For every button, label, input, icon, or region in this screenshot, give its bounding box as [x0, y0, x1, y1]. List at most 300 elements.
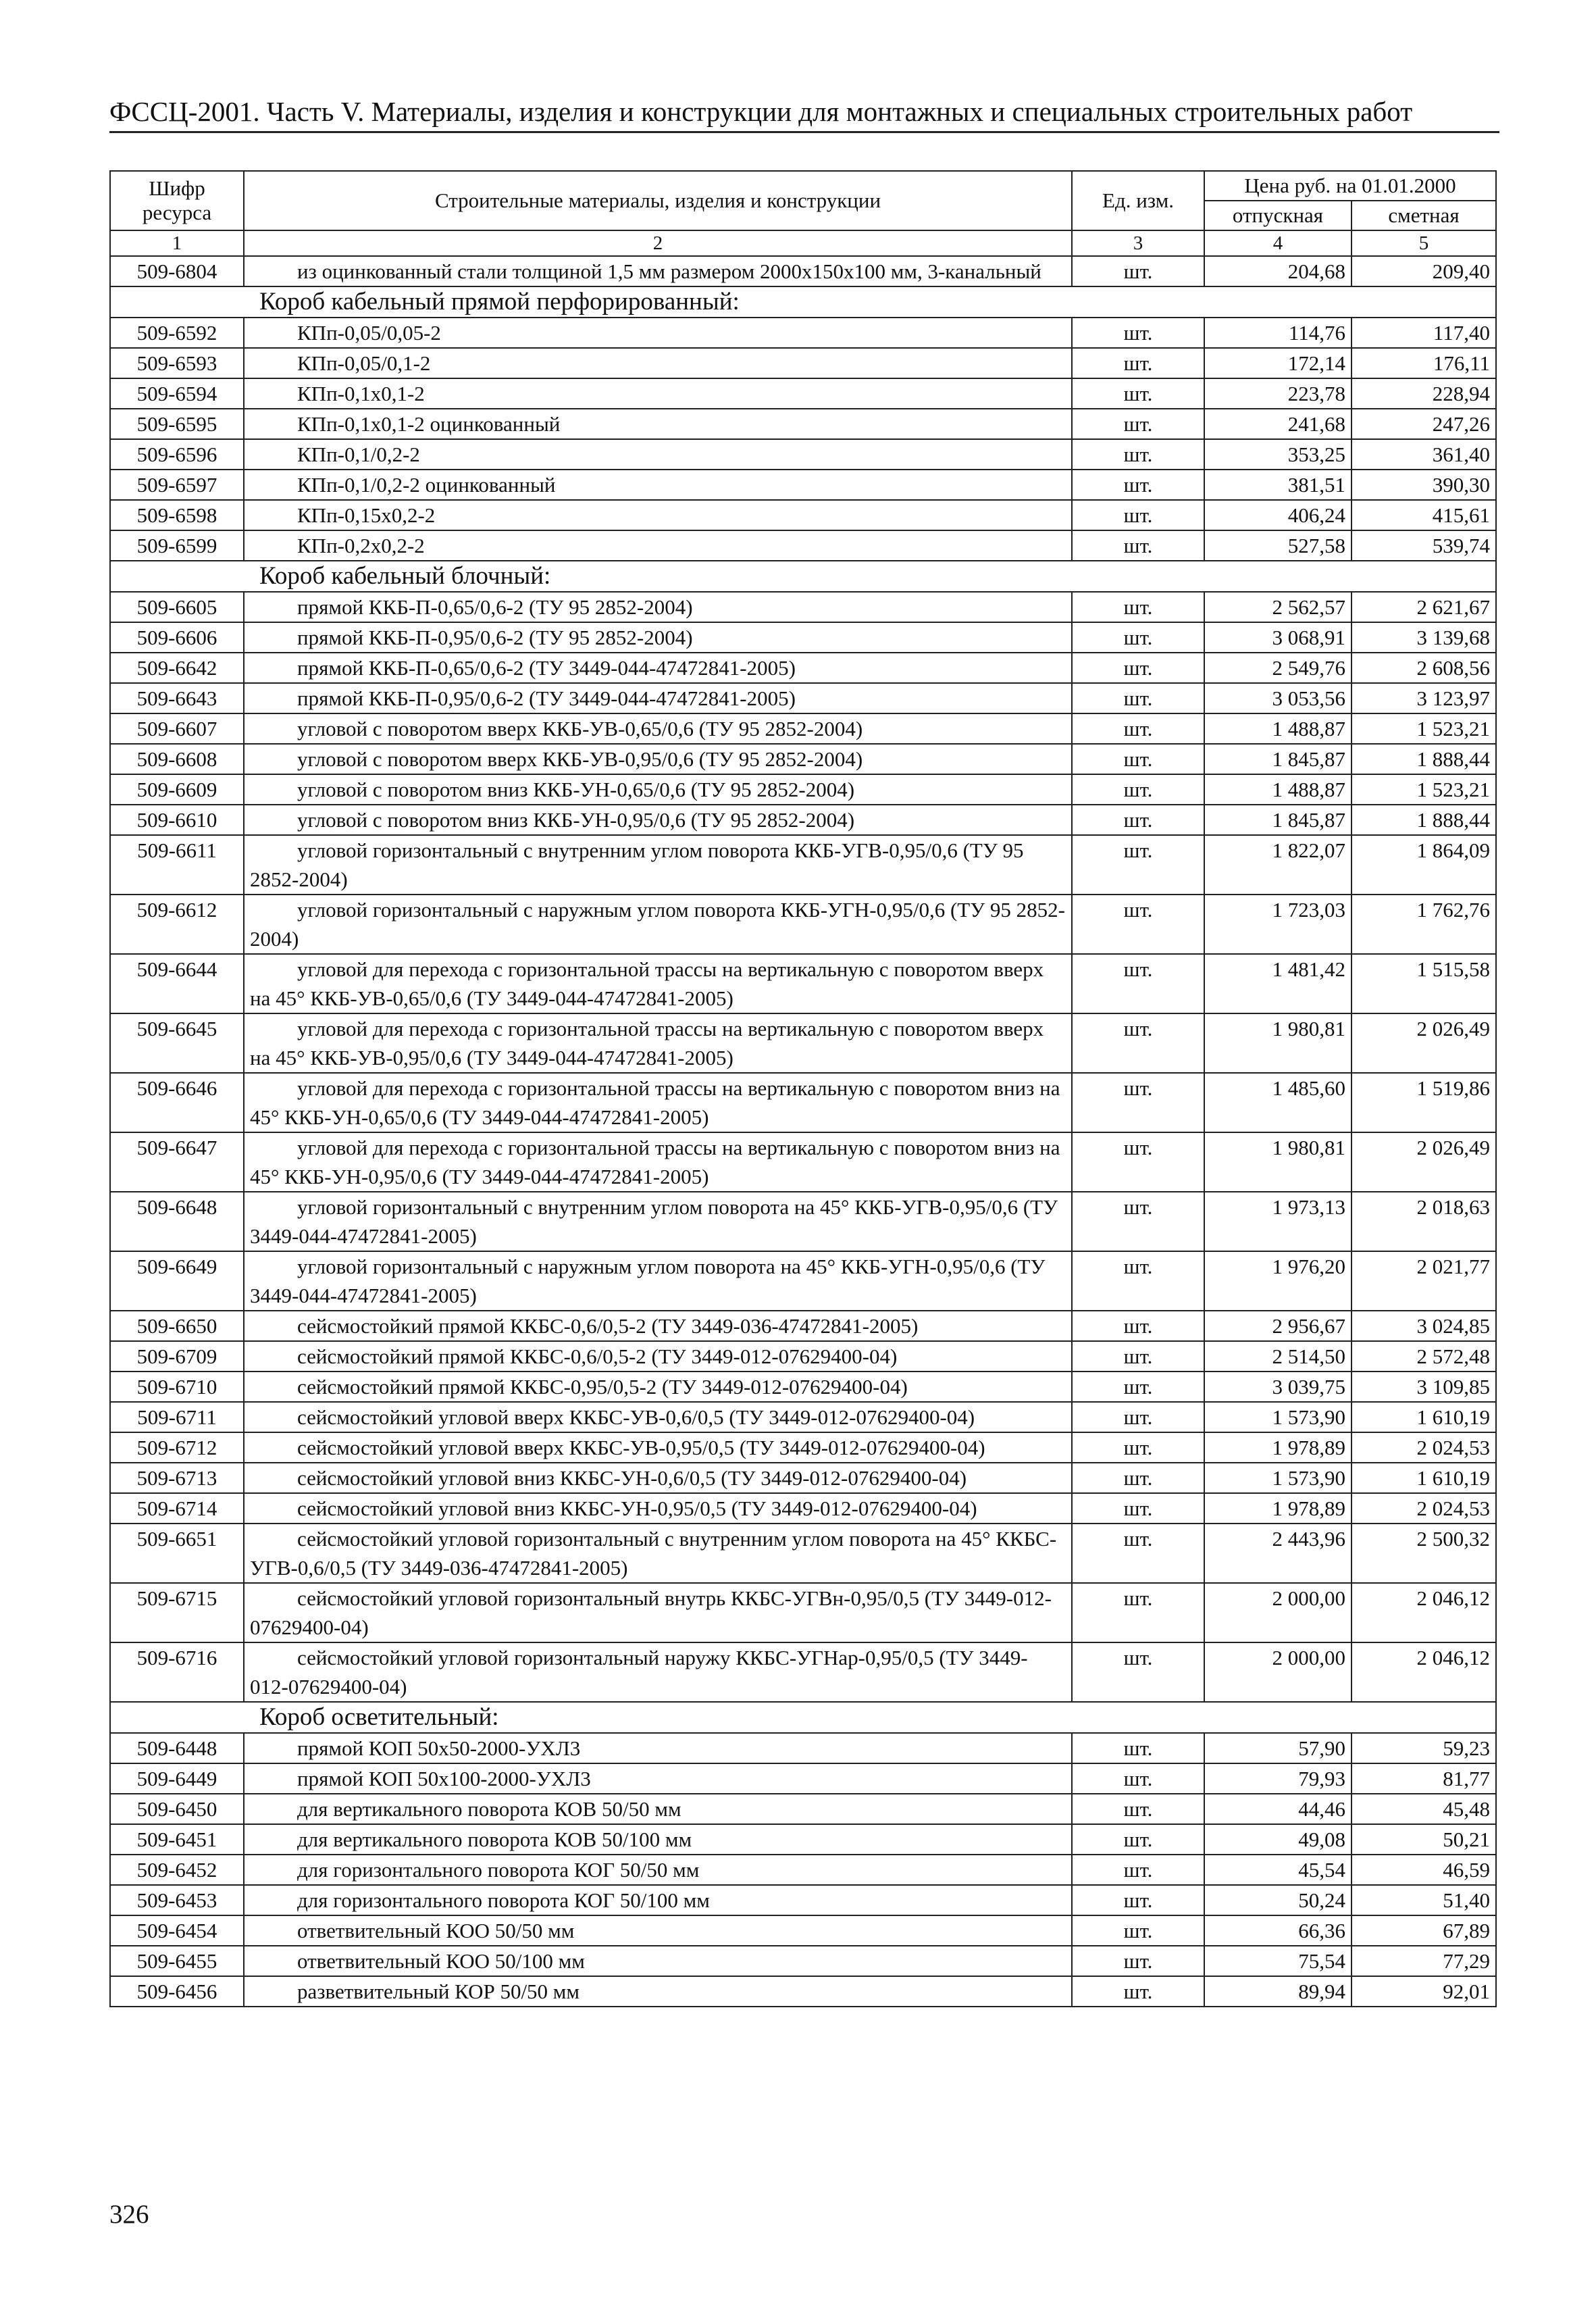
release-price: 527,58: [1204, 530, 1352, 561]
material-name-text: сейсмостойкий угловой вверх ККБС-УВ-0,95/0,5 (ТУ 3449-012-07629400-04): [297, 1436, 985, 1459]
material-name: [244, 348, 1072, 378]
material-name: [244, 1311, 1072, 1341]
estimate-price: 51,40: [1352, 1885, 1496, 1915]
material-name: [244, 1642, 1072, 1702]
unit: шт.: [1072, 622, 1204, 653]
release-price: 79,93: [1204, 1763, 1352, 1794]
table-row: [110, 1013, 1496, 1073]
estimate-price: 390,30: [1352, 470, 1496, 500]
material-name: [244, 1132, 1072, 1192]
release-price: 1 845,87: [1204, 805, 1352, 835]
material-name: [244, 805, 1072, 835]
release-price: 223,78: [1204, 378, 1352, 409]
material-name-text: КПп-0,1/0,2-2 оцинкованный: [297, 473, 556, 497]
resource-code: 509-6448: [110, 1733, 244, 1763]
unit: шт.: [1072, 1251, 1204, 1311]
table-row: [110, 895, 1496, 954]
table-row: [110, 653, 1496, 683]
unit: шт.: [1072, 1192, 1204, 1251]
release-price: 3 039,75: [1204, 1372, 1352, 1402]
header-unit: Ед. изм.: [1072, 171, 1204, 230]
release-price: 2 000,00: [1204, 1583, 1352, 1642]
release-price: 49,08: [1204, 1824, 1352, 1855]
material-name: [244, 1402, 1072, 1432]
resource-code: 509-6607: [110, 713, 244, 744]
material-name-text: из оцинкованный стали толщиной 1,5 мм размером 2000x150x100 мм, 3-канальный: [297, 259, 1041, 283]
release-price: 1 488,87: [1204, 713, 1352, 744]
material-name-text: сейсмостойкий прямой ККБС-0,6/0,5-2 (ТУ 3449-036-47472841-2005): [297, 1314, 919, 1338]
material-name-text: для горизонтального поворота КОГ 50/100 мм: [297, 1888, 710, 1912]
material-name: [244, 1794, 1072, 1824]
material-name: [244, 1372, 1072, 1402]
material-name-text: угловой горизонтальный с внутренним углом поворота ККБ-УГВ-0,95/0,6 (ТУ 95 2852-2004): [250, 838, 1024, 891]
estimate-price: 2 046,12: [1352, 1583, 1496, 1642]
resource-code: 509-6606: [110, 622, 244, 653]
material-name-text: угловой горизонтальный с внутренним углом поворота на 45° ККБ-УГВ-0,95/0,6 (ТУ 3449-044-47472841-2005): [250, 1195, 1058, 1248]
table-row: [110, 1642, 1496, 1702]
material-name: [244, 318, 1072, 348]
material-name-text: угловой с поворотом вниз ККБ-УН-0,95/0,6 (ТУ 95 2852-2004): [297, 808, 855, 832]
material-name: [244, 1763, 1072, 1794]
release-price: 2 514,50: [1204, 1341, 1352, 1372]
header-price: Цена руб. на 01.01.2000: [1204, 171, 1496, 201]
resource-code: 509-6645: [110, 1013, 244, 1073]
unit: шт.: [1072, 1311, 1204, 1341]
price-table: [109, 170, 1497, 2007]
estimate-price: 59,23: [1352, 1733, 1496, 1763]
unit: шт.: [1072, 713, 1204, 744]
table-row: [110, 954, 1496, 1013]
unit: шт.: [1072, 744, 1204, 774]
unit: шт.: [1072, 1885, 1204, 1915]
table-row: [110, 774, 1496, 805]
material-name: [244, 1885, 1072, 1915]
table-row: [110, 1733, 1496, 1763]
unit: шт.: [1072, 318, 1204, 348]
material-name-text: сейсмостойкий угловой вниз ККБС-УН-0,95/0,5 (ТУ 3449-012-07629400-04): [297, 1496, 977, 1520]
estimate-price: 2 026,49: [1352, 1132, 1496, 1192]
table-row: [110, 1132, 1496, 1192]
resource-code: 509-6804: [110, 256, 244, 286]
resource-code: 509-6715: [110, 1583, 244, 1642]
resource-code: 509-6595: [110, 409, 244, 439]
material-name-text: сейсмостойкий угловой горизонтальный внутрь ККБС-УГВн-0,95/0,5 (ТУ 3449-012-07629400-04): [250, 1586, 1052, 1639]
estimate-price: 1 523,21: [1352, 713, 1496, 744]
material-name-text: сейсмостойкий угловой горизонтальный наружу ККБС-УГНар-0,95/0,5 (ТУ 3449-012-07629400-04): [250, 1646, 1028, 1699]
estimate-price: 2 500,32: [1352, 1524, 1496, 1583]
resource-code: 509-6647: [110, 1132, 244, 1192]
group-heading: Короб осветительный:: [110, 1702, 1496, 1733]
release-price: 2 000,00: [1204, 1642, 1352, 1702]
estimate-price: 77,29: [1352, 1946, 1496, 1976]
material-name-text: угловой с поворотом вверх ККБ-УВ-0,95/0,6 (ТУ 95 2852-2004): [297, 747, 863, 771]
material-name-text: прямой КОП 50x50-2000-УХЛ3: [297, 1736, 581, 1760]
resource-code: 509-6594: [110, 378, 244, 409]
material-name: [244, 470, 1072, 500]
unit: шт.: [1072, 1132, 1204, 1192]
material-name-text: ответвительный КОО 50/50 мм: [297, 1919, 575, 1942]
estimate-price: 2 046,12: [1352, 1642, 1496, 1702]
material-name-text: угловой для перехода с горизонтальной трассы на вертикальную с поворотом вниз на 45° ККБ-УН-0,65/0,6 (ТУ 3449-044-47472841-2005): [250, 1076, 1060, 1129]
unit: шт.: [1072, 1946, 1204, 1976]
material-name: [244, 439, 1072, 470]
estimate-price: 1 888,44: [1352, 805, 1496, 835]
unit: шт.: [1072, 1855, 1204, 1885]
material-name-text: угловой с поворотом вниз ККБ-УН-0,65/0,6 (ТУ 95 2852-2004): [297, 778, 855, 801]
material-name: [244, 1073, 1072, 1132]
resource-code: 509-6712: [110, 1432, 244, 1463]
unit: шт.: [1072, 1013, 1204, 1073]
page-header: ФССЦ-2001. Часть V. Материалы, изделия и конструкции для монтажных и специальных строительных работ: [109, 95, 1499, 133]
estimate-price: 361,40: [1352, 439, 1496, 470]
release-price: 1 485,60: [1204, 1073, 1352, 1132]
table-row: [110, 348, 1496, 378]
unit: шт.: [1072, 378, 1204, 409]
estimate-price: 1 610,19: [1352, 1463, 1496, 1493]
unit: шт.: [1072, 1432, 1204, 1463]
estimate-price: 2 572,48: [1352, 1341, 1496, 1372]
release-price: 89,94: [1204, 1976, 1352, 2007]
release-price: 50,24: [1204, 1885, 1352, 1915]
table-row: [110, 713, 1496, 744]
estimate-price: 2 024,53: [1352, 1493, 1496, 1524]
release-price: 45,54: [1204, 1855, 1352, 1885]
resource-code: 509-6608: [110, 744, 244, 774]
table-row: [110, 1583, 1496, 1642]
material-name-text: для вертикального поворота КОВ 50/50 мм: [297, 1797, 681, 1821]
material-name: [244, 1946, 1072, 1976]
table-row: [110, 1463, 1496, 1493]
resource-code: 509-6643: [110, 683, 244, 713]
material-name: [244, 1733, 1072, 1763]
material-name: [244, 500, 1072, 530]
material-name-text: сейсмостойкий угловой вниз ККБС-УН-0,6/0,5 (ТУ 3449-012-07629400-04): [297, 1466, 967, 1490]
release-price: 1 573,90: [1204, 1402, 1352, 1432]
material-name: [244, 1583, 1072, 1642]
material-name-text: угловой горизонтальный с наружным углом поворота ККБ-УГН-0,95/0,6 (ТУ 95 2852-2004): [250, 898, 1066, 951]
material-name: [244, 1013, 1072, 1073]
release-price: 3 068,91: [1204, 622, 1352, 653]
material-name-text: прямой ККБ-П-0,95/0,6-2 (ТУ 3449-044-47472841-2005): [297, 686, 796, 710]
release-price: 1 973,13: [1204, 1192, 1352, 1251]
table-row: [110, 622, 1496, 653]
table-row: [110, 1341, 1496, 1372]
release-price: 114,76: [1204, 318, 1352, 348]
group-heading: Короб кабельный блочный:: [110, 561, 1496, 592]
unit: шт.: [1072, 774, 1204, 805]
release-price: 2 549,76: [1204, 653, 1352, 683]
resource-code: 509-6592: [110, 318, 244, 348]
unit: шт.: [1072, 1794, 1204, 1824]
estimate-price: 247,26: [1352, 409, 1496, 439]
estimate-price: 228,94: [1352, 378, 1496, 409]
table-row: [110, 1885, 1496, 1915]
table-row: [110, 1824, 1496, 1855]
resource-code: 509-6596: [110, 439, 244, 470]
header-estimate-price: сметная: [1352, 201, 1496, 230]
table-row: [110, 805, 1496, 835]
column-number: 3: [1072, 230, 1204, 256]
unit: шт.: [1072, 530, 1204, 561]
unit: шт.: [1072, 1341, 1204, 1372]
material-name-text: ответвительный КОО 50/100 мм: [297, 1949, 585, 1973]
resource-code: 509-6605: [110, 592, 244, 622]
material-name: [244, 622, 1072, 653]
estimate-price: 1 864,09: [1352, 835, 1496, 895]
estimate-price: 3 123,97: [1352, 683, 1496, 713]
release-price: 1 481,42: [1204, 954, 1352, 1013]
table-row: [110, 378, 1496, 409]
material-name: [244, 592, 1072, 622]
material-name: [244, 744, 1072, 774]
material-name: [244, 1524, 1072, 1583]
resource-code: 509-6456: [110, 1976, 244, 2007]
release-price: 3 053,56: [1204, 683, 1352, 713]
unit: шт.: [1072, 683, 1204, 713]
table-row: [110, 439, 1496, 470]
table-row: [110, 1251, 1496, 1311]
resource-code: 509-6597: [110, 470, 244, 500]
material-name: [244, 1976, 1072, 2007]
header-release-price: отпускная: [1204, 201, 1352, 230]
page-number: 326: [109, 2200, 149, 2229]
material-name-text: угловой горизонтальный с наружным углом поворота на 45° ККБ-УГН-0,95/0,6 (ТУ 3449-044-47472841-2005): [250, 1255, 1046, 1307]
estimate-price: 2 621,67: [1352, 592, 1496, 622]
unit: шт.: [1072, 1463, 1204, 1493]
material-name: [244, 774, 1072, 805]
resource-code: 509-6713: [110, 1463, 244, 1493]
table-row: [110, 592, 1496, 622]
material-name: [244, 530, 1072, 561]
table-row: [110, 1855, 1496, 1885]
table-row: [110, 1372, 1496, 1402]
material-name-text: прямой ККБ-П-0,95/0,6-2 (ТУ 95 2852-2004): [297, 626, 693, 649]
material-name-text: для горизонтального поворота КОГ 50/50 мм: [297, 1858, 700, 1882]
material-name: [244, 256, 1072, 286]
table-row: [110, 1402, 1496, 1432]
estimate-price: 539,74: [1352, 530, 1496, 561]
material-name: [244, 713, 1072, 744]
estimate-price: 2 026,49: [1352, 1013, 1496, 1073]
release-price: 1 573,90: [1204, 1463, 1352, 1493]
material-name: [244, 1824, 1072, 1855]
table-row: [110, 256, 1496, 286]
material-name: [244, 1432, 1072, 1463]
material-name-text: КПп-0,15x0,2-2: [297, 503, 436, 527]
material-name-text: для вертикального поворота КОВ 50/100 мм: [297, 1828, 692, 1851]
material-name-text: прямой КОП 50x100-2000-УХЛ3: [297, 1767, 591, 1790]
estimate-price: 2 021,77: [1352, 1251, 1496, 1311]
resource-code: 509-6716: [110, 1642, 244, 1702]
table-row: [110, 683, 1496, 713]
unit: шт.: [1072, 592, 1204, 622]
release-price: 1 976,20: [1204, 1251, 1352, 1311]
unit: шт.: [1072, 409, 1204, 439]
unit: шт.: [1072, 500, 1204, 530]
column-number: 2: [244, 230, 1072, 256]
resource-code: 509-6642: [110, 653, 244, 683]
release-price: 381,51: [1204, 470, 1352, 500]
material-name: [244, 1915, 1072, 1946]
unit: шт.: [1072, 1372, 1204, 1402]
release-price: 44,46: [1204, 1794, 1352, 1824]
release-price: 1 488,87: [1204, 774, 1352, 805]
material-name: [244, 895, 1072, 954]
material-name-text: КПп-0,1x0,1-2: [297, 382, 425, 405]
resource-code: 509-6611: [110, 835, 244, 895]
unit: шт.: [1072, 1824, 1204, 1855]
resource-code: 509-6649: [110, 1251, 244, 1311]
resource-code: 509-6453: [110, 1885, 244, 1915]
material-name: [244, 1192, 1072, 1251]
resource-code: 509-6593: [110, 348, 244, 378]
resource-code: 509-6709: [110, 1341, 244, 1372]
resource-code: 509-6612: [110, 895, 244, 954]
resource-code: 509-6454: [110, 1915, 244, 1946]
group-heading-row: [110, 1702, 1496, 1733]
material-name: [244, 1463, 1072, 1493]
estimate-price: 3 139,68: [1352, 622, 1496, 653]
unit: шт.: [1072, 439, 1204, 470]
material-name-text: угловой для перехода с горизонтальной трассы на вертикальную с поворотом вниз на 45° ККБ-УН-0,95/0,6 (ТУ 3449-044-47472841-2005): [250, 1136, 1060, 1188]
unit: шт.: [1072, 1073, 1204, 1132]
resource-code: 509-6599: [110, 530, 244, 561]
resource-code: 509-6452: [110, 1855, 244, 1885]
material-name-text: угловой для перехода с горизонтальной трассы на вертикальную с поворотом вверх на 45° ККБ-УВ-0,65/0,6 (ТУ 3449-044-47472841-2005): [250, 957, 1044, 1010]
unit: шт.: [1072, 895, 1204, 954]
table-body: [110, 256, 1496, 2007]
release-price: 2 562,57: [1204, 592, 1352, 622]
material-name: [244, 1341, 1072, 1372]
resource-code: 509-6710: [110, 1372, 244, 1402]
resource-code: 509-6450: [110, 1794, 244, 1824]
estimate-price: 1 888,44: [1352, 744, 1496, 774]
table-row: [110, 1493, 1496, 1524]
release-price: 1 822,07: [1204, 835, 1352, 895]
release-price: 204,68: [1204, 256, 1352, 286]
material-name-text: прямой ККБ-П-0,65/0,6-2 (ТУ 95 2852-2004): [297, 595, 693, 619]
estimate-price: 2 024,53: [1352, 1432, 1496, 1463]
resource-code: 509-6648: [110, 1192, 244, 1251]
estimate-price: 3 024,85: [1352, 1311, 1496, 1341]
estimate-price: 415,61: [1352, 500, 1496, 530]
table-row: [110, 1763, 1496, 1794]
estimate-price: 1 515,58: [1352, 954, 1496, 1013]
unit: шт.: [1072, 1493, 1204, 1524]
estimate-price: 1 523,21: [1352, 774, 1496, 805]
header-name: Строительные материалы, изделия и конструкции: [244, 171, 1072, 230]
estimate-price: 67,89: [1352, 1915, 1496, 1946]
unit: шт.: [1072, 835, 1204, 895]
column-number: 4: [1204, 230, 1352, 256]
release-price: 57,90: [1204, 1733, 1352, 1763]
unit: шт.: [1072, 1915, 1204, 1946]
resource-code: 509-6711: [110, 1402, 244, 1432]
table-row: [110, 1976, 1496, 2007]
table-row: [110, 500, 1496, 530]
material-name-text: КПп-0,05/0,05-2: [297, 321, 441, 345]
unit: шт.: [1072, 653, 1204, 683]
material-name-text: разветвительный КОР 50/50 мм: [297, 1980, 580, 2003]
estimate-price: 176,11: [1352, 348, 1496, 378]
material-name-text: сейсмостойкий угловой вверх ККБС-УВ-0,6/0,5 (ТУ 3449-012-07629400-04): [297, 1405, 975, 1429]
unit: шт.: [1072, 1402, 1204, 1432]
estimate-price: 2 608,56: [1352, 653, 1496, 683]
release-price: 1 978,89: [1204, 1432, 1352, 1463]
table-row: [110, 1794, 1496, 1824]
unit: шт.: [1072, 1763, 1204, 1794]
material-name-text: КПп-0,1x0,1-2 оцинкованный: [297, 412, 561, 436]
group-heading-row: [110, 286, 1496, 318]
material-name: [244, 1493, 1072, 1524]
material-name: [244, 409, 1072, 439]
unit: шт.: [1072, 1976, 1204, 2007]
unit: шт.: [1072, 805, 1204, 835]
material-name: [244, 835, 1072, 895]
unit: шт.: [1072, 954, 1204, 1013]
estimate-price: 92,01: [1352, 1976, 1496, 2007]
estimate-price: 117,40: [1352, 318, 1496, 348]
table-row: [110, 409, 1496, 439]
release-price: 1 978,89: [1204, 1493, 1352, 1524]
resource-code: 509-6644: [110, 954, 244, 1013]
unit: шт.: [1072, 256, 1204, 286]
estimate-price: 46,59: [1352, 1855, 1496, 1885]
estimate-price: 45,48: [1352, 1794, 1496, 1824]
resource-code: 509-6651: [110, 1524, 244, 1583]
release-price: 1 723,03: [1204, 895, 1352, 954]
estimate-price: 1 610,19: [1352, 1402, 1496, 1432]
resource-code: 509-6610: [110, 805, 244, 835]
table-row: [110, 318, 1496, 348]
release-price: 2 443,96: [1204, 1524, 1352, 1583]
table-row: [110, 744, 1496, 774]
material-name: [244, 1251, 1072, 1311]
release-price: 1 980,81: [1204, 1013, 1352, 1073]
release-price: 406,24: [1204, 500, 1352, 530]
table-row: [110, 530, 1496, 561]
group-heading-row: [110, 561, 1496, 592]
unit: шт.: [1072, 470, 1204, 500]
unit: шт.: [1072, 1524, 1204, 1583]
material-name-text: КПп-0,2x0,2-2: [297, 534, 425, 557]
header-code: Шифр ресурса: [110, 171, 244, 230]
table-row: [110, 470, 1496, 500]
unit: шт.: [1072, 1583, 1204, 1642]
table-row: [110, 1311, 1496, 1341]
table-row: [110, 835, 1496, 895]
material-name-text: КПп-0,05/0,1-2: [297, 351, 431, 375]
resource-code: 509-6455: [110, 1946, 244, 1976]
table-row: [110, 1524, 1496, 1583]
resource-code: 509-6598: [110, 500, 244, 530]
resource-code: 509-6609: [110, 774, 244, 805]
material-name-text: сейсмостойкий угловой горизонтальный с внутренним углом поворота на 45° ККБС-УГВ-0,6/0,5 (ТУ 3449-036-47472841-2005): [250, 1527, 1057, 1580]
release-price: 241,68: [1204, 409, 1352, 439]
resource-code: 509-6449: [110, 1763, 244, 1794]
release-price: 172,14: [1204, 348, 1352, 378]
column-number: 1: [110, 230, 244, 256]
estimate-price: 81,77: [1352, 1763, 1496, 1794]
table-row: [110, 1915, 1496, 1946]
resource-code: 509-6451: [110, 1824, 244, 1855]
estimate-price: 3 109,85: [1352, 1372, 1496, 1402]
resource-code: 509-6650: [110, 1311, 244, 1341]
column-number: 5: [1352, 230, 1496, 256]
material-name-text: угловой с поворотом вверх ККБ-УВ-0,65/0,6 (ТУ 95 2852-2004): [297, 717, 863, 740]
material-name-text: сейсмостойкий прямой ККБС-0,95/0,5-2 (ТУ 3449-012-07629400-04): [297, 1375, 908, 1399]
release-price: 1 980,81: [1204, 1132, 1352, 1192]
